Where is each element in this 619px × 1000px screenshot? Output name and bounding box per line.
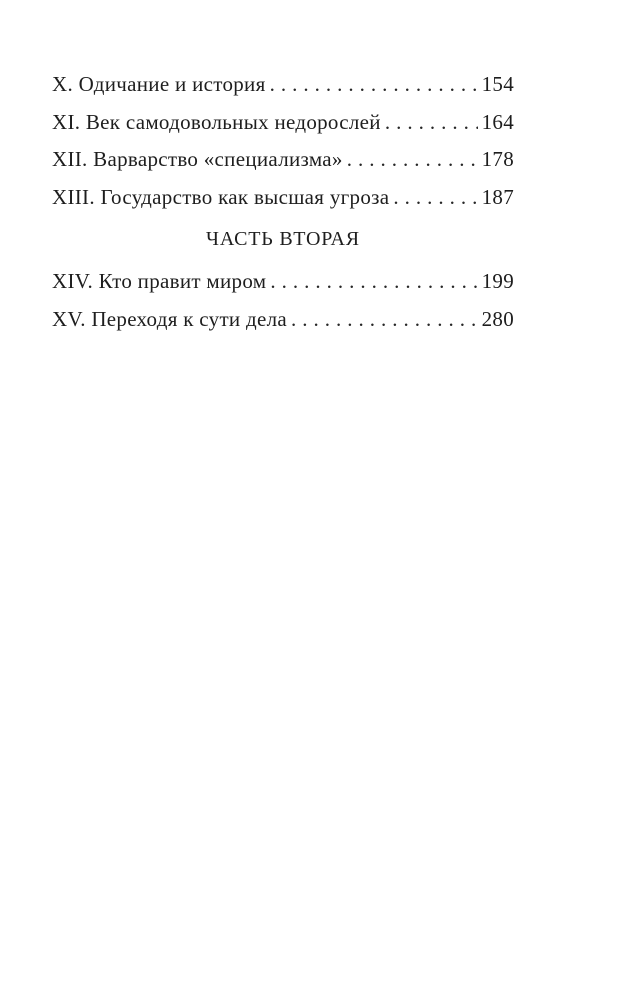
dot-leader (291, 301, 478, 339)
toc-list-part-two (52, 263, 514, 338)
toc-entry (52, 301, 514, 339)
toc-entry-title: XI. Век самодовольных недорослей (52, 109, 381, 134)
toc-entry-page-number: 164 (481, 109, 514, 134)
dot-leader (393, 179, 477, 217)
toc-content (52, 66, 514, 338)
toc-entry (52, 66, 514, 104)
dot-leader (270, 263, 477, 301)
toc-entry-title: XIII. Государство как высшая угроза (52, 184, 390, 209)
toc-entry-title: X. Одичание и история (52, 72, 266, 96)
toc-entry (52, 104, 514, 142)
dot-leader (347, 141, 478, 179)
toc-entry-page-number: 187 (481, 184, 514, 209)
toc-entry-title: XIV. Кто правит миром (52, 269, 267, 293)
toc-entry-page-number: 280 (481, 306, 514, 331)
dot-leader (270, 66, 478, 104)
toc-entry (52, 179, 514, 217)
toc-entry (52, 263, 514, 301)
toc-list-part-one (52, 66, 514, 216)
toc-entry-title: XV. Переходя к сути дела (52, 306, 288, 331)
toc-entry-title: XII. Варварство «специализма» (52, 147, 343, 171)
toc-entry (52, 141, 514, 179)
toc-entry-page-number: 178 (481, 147, 514, 171)
dot-leader (385, 104, 478, 142)
part-two-heading: ЧАСТЬ ВТОРАЯ (206, 228, 360, 250)
toc-entry-page-number: 199 (481, 269, 514, 293)
toc-entry-page-number: 154 (481, 72, 514, 96)
